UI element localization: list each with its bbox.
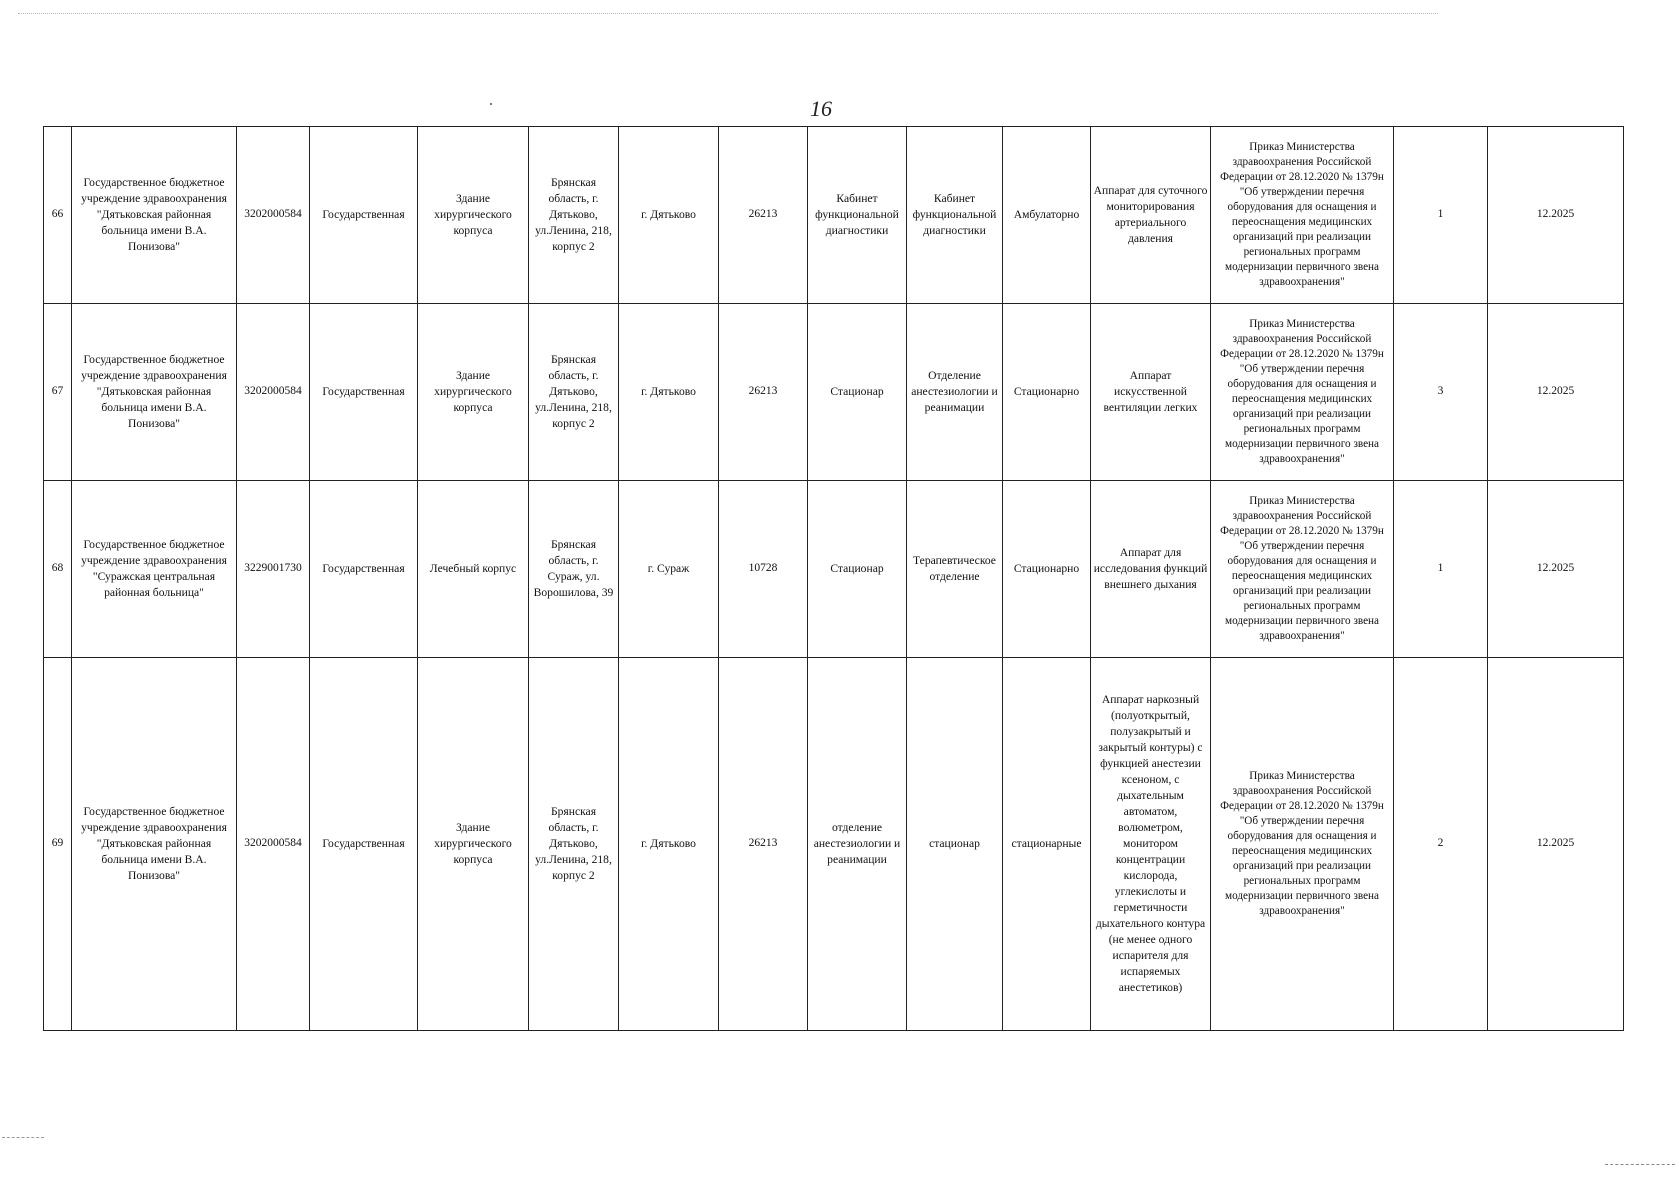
code-cell: 26213	[719, 658, 808, 1031]
unit-cell: Кабинет функциональной диагностики	[907, 127, 1003, 304]
quantity-cell: 3	[1394, 304, 1488, 481]
table-row	[44, 481, 1624, 658]
table-row	[44, 658, 1624, 1031]
code-cell: 26213	[719, 304, 808, 481]
building-cell: Здание хирургического корпуса	[418, 127, 529, 304]
date-cell: 12.2025	[1488, 127, 1624, 304]
code-cell: 26213	[719, 127, 808, 304]
scan-speck	[490, 103, 492, 105]
scan-edge-mark	[2, 1137, 44, 1138]
quantity-cell: 1	[1394, 481, 1488, 658]
equipment-cell: Аппарат наркозный (полуоткрытый, полузакрытый и закрытый контуры) с функцией анестезии ксеноном, с дыхательным автоматом, волюметром, монитором концентрации кислорода, углекислоты и герметичности дыхательного контура (не менее одного испарителя для испаряемых анестетиков)	[1091, 658, 1211, 1031]
unit-cell: Отделение анестезиологии и реанимации	[907, 304, 1003, 481]
address-cell: Брянская область, г. Сураж, ул. Ворошилова, 39	[529, 481, 619, 658]
locality-cell: г. Дятьково	[619, 304, 719, 481]
quantity-cell: 2	[1394, 658, 1488, 1031]
building-cell: Здание хирургического корпуса	[418, 658, 529, 1031]
ownership-cell: Государственная	[310, 658, 418, 1031]
scan-edge-mark	[1605, 1164, 1675, 1165]
unit-type-cell: отделение анестезиологии и реанимации	[808, 658, 907, 1031]
organization-cell: Государственное бюджетное учреждение здравоохранения "Дятьковская районная больница имени В.А. Понизова"	[72, 304, 237, 481]
unit-type-cell: Стационар	[808, 481, 907, 658]
unit-cell: Терапевтическое отделение	[907, 481, 1003, 658]
care-form-cell: Стационарно	[1003, 304, 1091, 481]
address-cell: Брянская область, г. Дятьково, ул.Ленина, 218, корпус 2	[529, 658, 619, 1031]
order-cell: Приказ Министерства здравоохранения Российской Федерации от 28.12.2020 № 1379н "Об утверждении перечня оборудования для оснащения и переоснащения медицинских организаций при реализации региональных программ модернизации первичного звена здравоохранения"	[1211, 658, 1394, 1031]
equipment-cell: Аппарат для суточного мониторирования артериального давления	[1091, 127, 1211, 304]
row-number: 66	[44, 127, 72, 304]
date-cell: 12.2025	[1488, 481, 1624, 658]
care-form-cell: Амбулаторно	[1003, 127, 1091, 304]
ownership-cell: Государственная	[310, 304, 418, 481]
date-cell: 12.2025	[1488, 658, 1624, 1031]
date-cell: 12.2025	[1488, 304, 1624, 481]
order-cell: Приказ Министерства здравоохранения Российской Федерации от 28.12.2020 № 1379н "Об утверждении перечня оборудования для оснащения и переоснащения медицинских организаций при реализации региональных программ модернизации первичного звена здравоохранения"	[1211, 481, 1394, 658]
care-form-cell: стационарные	[1003, 658, 1091, 1031]
organization-cell: Государственное бюджетное учреждение здравоохранения "Суражская центральная районная больница"	[72, 481, 237, 658]
table-row	[44, 304, 1624, 481]
row-number: 67	[44, 304, 72, 481]
unit-cell: стационар	[907, 658, 1003, 1031]
building-cell: Здание хирургического корпуса	[418, 304, 529, 481]
inn-cell: 3202000584	[237, 127, 310, 304]
inn-cell: 3229001730	[237, 481, 310, 658]
row-number: 69	[44, 658, 72, 1031]
quantity-cell: 1	[1394, 127, 1488, 304]
page-number: 16	[810, 96, 832, 121]
equipment-cell: Аппарат искусственной вентиляции легких	[1091, 304, 1211, 481]
organization-cell: Государственное бюджетное учреждение здравоохранения "Дятьковская районная больница имени В.А. Понизова"	[72, 658, 237, 1031]
locality-cell: г. Дятьково	[619, 127, 719, 304]
order-cell: Приказ Министерства здравоохранения Российской Федерации от 28.12.2020 № 1379н "Об утверждении перечня оборудования для оснащения и переоснащения медицинских организаций при реализации региональных программ модернизации первичного звена здравоохранения"	[1211, 127, 1394, 304]
code-cell: 10728	[719, 481, 808, 658]
unit-type-cell: Стационар	[808, 304, 907, 481]
care-form-cell: Стационарно	[1003, 481, 1091, 658]
locality-cell: г. Сураж	[619, 481, 719, 658]
order-cell: Приказ Министерства здравоохранения Российской Федерации от 28.12.2020 № 1379н "Об утверждении перечня оборудования для оснащения и переоснащения медицинских организаций при реализации региональных программ модернизации первичного звена здравоохранения"	[1211, 304, 1394, 481]
building-cell: Лечебный корпус	[418, 481, 529, 658]
inn-cell: 3202000584	[237, 304, 310, 481]
ownership-cell: Государственная	[310, 127, 418, 304]
equipment-table	[43, 126, 1624, 1031]
organization-cell: Государственное бюджетное учреждение здравоохранения "Дятьковская районная больница имени В.А. Понизова"	[72, 127, 237, 304]
inn-cell: 3202000584	[237, 658, 310, 1031]
unit-type-cell: Кабинет функциональной диагностики	[808, 127, 907, 304]
address-cell: Брянская область, г. Дятьково, ул.Ленина, 218, корпус 2	[529, 127, 619, 304]
table-row	[44, 127, 1624, 304]
scan-edge-line	[18, 13, 1438, 14]
ownership-cell: Государственная	[310, 481, 418, 658]
address-cell: Брянская область, г. Дятьково, ул.Ленина, 218, корпус 2	[529, 304, 619, 481]
locality-cell: г. Дятьково	[619, 658, 719, 1031]
row-number: 68	[44, 481, 72, 658]
equipment-cell: Аппарат для исследования функций внешнего дыхания	[1091, 481, 1211, 658]
